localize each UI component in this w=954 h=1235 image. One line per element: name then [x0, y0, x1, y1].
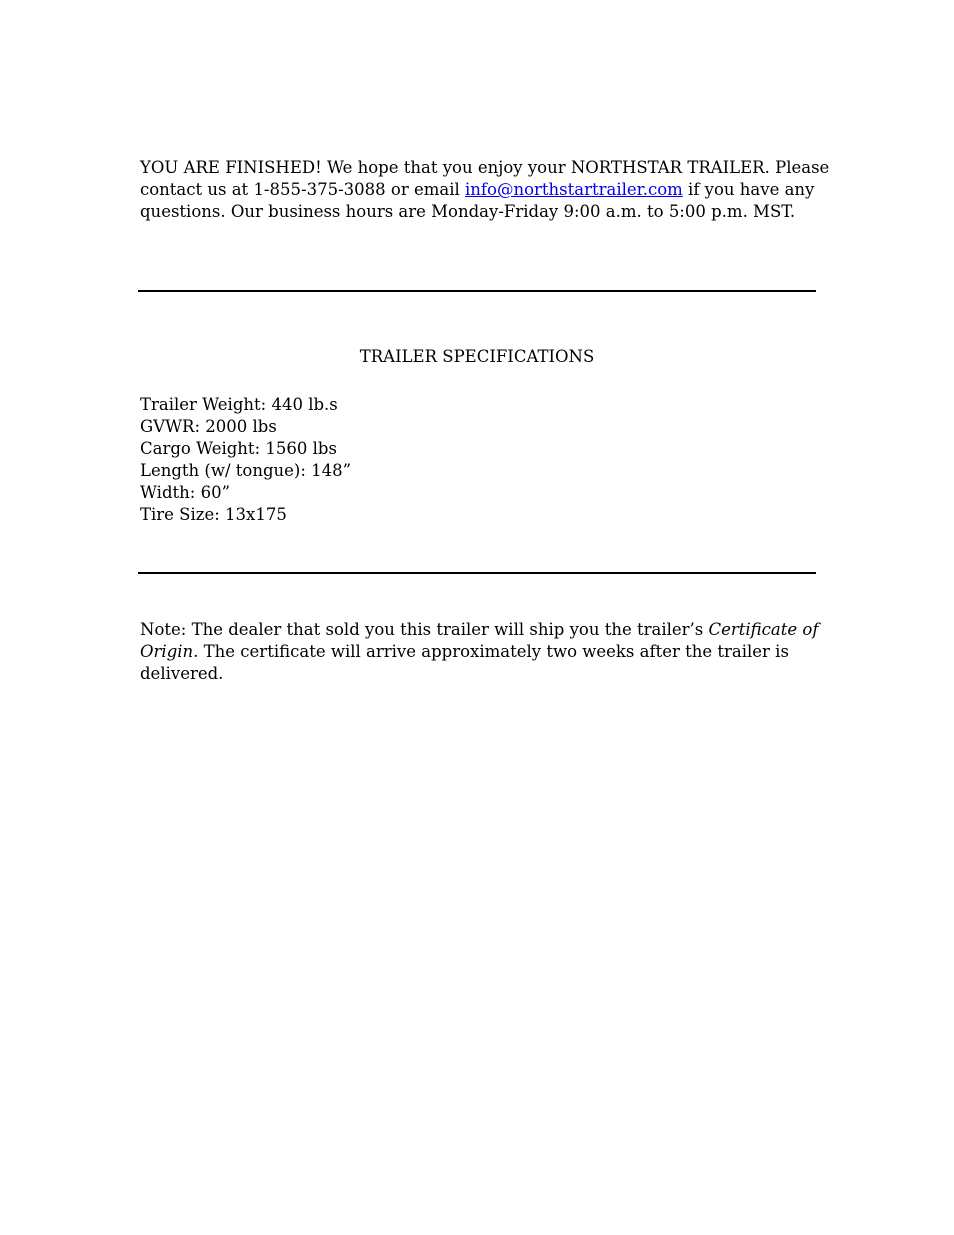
- intro-line-2: [140, 179, 820, 201]
- intro-line-1: YOU ARE FINISHED! We hope that you enjoy your NORTHSTAR TRAILER. Please: [140, 158, 830, 177]
- intro-line-3: questions. Our business hours are Monday-Friday 9:00 a.m. to 5:00 p.m. MST.: [140, 202, 796, 221]
- note-line-3: delivered.: [140, 664, 224, 683]
- intro-paragraph: [140, 157, 830, 223]
- spec-item-tire: Tire Size: 13x175: [140, 505, 287, 524]
- note-text: Note: The dealer that sold you this trailer will ship you the trailer’s: [140, 620, 709, 639]
- intro-contact-text: contact us at 1-855-375-3088 or email: [140, 180, 465, 199]
- spec-item-width: Width: 60”: [140, 483, 231, 502]
- specs-heading: TRAILER SPECIFICATIONS: [359, 347, 595, 366]
- note-line-2: [140, 641, 820, 663]
- email-link[interactable]: info@northstartrailer.com: [465, 180, 683, 199]
- spec-item-length: Length (w/ tongue): 148”: [140, 461, 352, 480]
- note-certificate-italic: Certificate of: [708, 620, 819, 639]
- spec-item-cargo: Cargo Weight: 1560 lbs: [140, 439, 337, 458]
- specs-list: [140, 394, 820, 526]
- intro-contact-tail: if you have any: [682, 180, 815, 199]
- spec-item-weight: Trailer Weight: 440 lb.s: [140, 395, 338, 414]
- note-line-1: [140, 619, 820, 641]
- note-paragraph: [140, 619, 820, 685]
- divider-rule: [138, 290, 816, 292]
- note-origin-italic: Origin: [140, 642, 194, 661]
- note-text-continued: . The certificate will arrive approximately two weeks after the trailer is: [193, 642, 789, 661]
- divider-rule: [138, 572, 816, 574]
- spec-item-gvwr: GVWR: 2000 lbs: [140, 417, 277, 436]
